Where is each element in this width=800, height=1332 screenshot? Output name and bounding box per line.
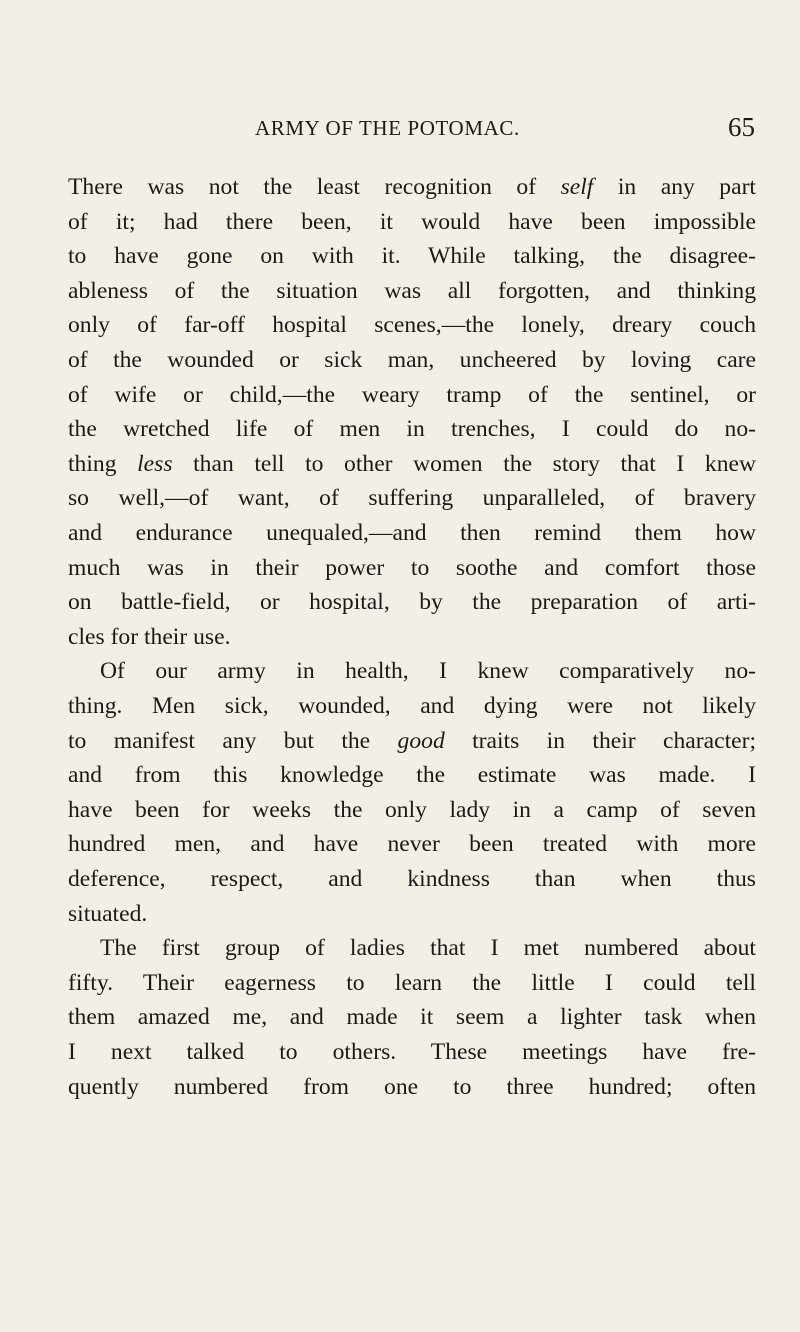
text-line — [100, 656, 756, 686]
text-line — [68, 449, 756, 479]
text-line — [68, 310, 756, 340]
line-text: situated. — [68, 900, 148, 927]
line-text: deference, respect, and kindness than when thus — [68, 866, 756, 892]
page-number: 65 — [728, 112, 755, 142]
line-text: of it; had there been, it would have been impossible — [68, 208, 756, 235]
text-line — [68, 380, 756, 410]
text-line — [68, 276, 756, 306]
text-line — [68, 795, 756, 825]
line-text: on battle-field, or hospital, by the preparation of arti- — [68, 589, 756, 616]
running-title: ARMY OF THE POTOMAC. — [255, 116, 520, 140]
line-text: thing. Men sick, wounded, and dying were not likely — [68, 693, 756, 719]
line-text: cles for their use. — [68, 623, 231, 650]
line-text: of wife or child,—the weary tramp of the sentinel, or — [68, 381, 756, 408]
text-line — [68, 587, 756, 617]
line-text: only of far-off hospital scenes,—the lonely, dreary couch — [68, 312, 756, 339]
line-text: much was in their power to soothe and comfort those — [68, 554, 756, 581]
text-line — [68, 622, 756, 652]
line-text: and from this knowledge the estimate was made. I — [68, 762, 756, 789]
line-text: There was not the least recognition of — [68, 174, 561, 200]
line-text: to have gone on with it. While talking, the disagree- — [68, 243, 756, 270]
text-line — [68, 968, 756, 998]
line-text: Of our army in health, I knew comparatively no- — [100, 658, 756, 685]
line-text: to manifest any but the — [68, 727, 398, 754]
text-line — [68, 1002, 756, 1032]
text-line — [68, 483, 756, 513]
text-line — [68, 829, 756, 859]
line-text: of the wounded or sick man, uncheered by loving care — [68, 347, 756, 373]
text-line — [68, 864, 756, 894]
text-line — [68, 899, 756, 929]
text-line — [68, 172, 756, 202]
italic-emphasis: less — [137, 450, 173, 477]
line-text: in any part — [593, 174, 756, 200]
line-text: thing — [68, 450, 138, 477]
line-text: traits in their character; — [444, 727, 757, 754]
line-text: ableness of the situation was all forgotten, and thinking — [68, 277, 756, 304]
text-line — [68, 207, 756, 237]
line-text: fifty. Their eagerness to learn the little I could tell — [68, 969, 756, 996]
line-text: hundred men, and have never been treated with more — [68, 831, 756, 858]
line-text: the wretched life of men in trenches, I could do no- — [68, 416, 756, 443]
line-text: than tell to other women the story that I knew — [172, 450, 756, 477]
text-line — [68, 345, 756, 375]
text-line — [68, 691, 756, 721]
line-text: quently numbered from one to three hundred; often — [68, 1073, 756, 1100]
text-line — [68, 1037, 756, 1067]
text-line — [68, 553, 756, 583]
line-text: so well,—of want, of suffering unparalleled, of bravery — [68, 485, 756, 512]
text-line — [100, 933, 756, 963]
italic-emphasis: good — [397, 727, 445, 754]
text-line — [68, 414, 756, 444]
line-text: I next talked to others. These meetings have fre- — [68, 1039, 756, 1065]
line-text: them amazed me, and made it seem a lighter task when — [68, 1004, 756, 1031]
italic-emphasis: self — [560, 174, 594, 200]
text-line — [68, 726, 756, 756]
text-line — [68, 760, 756, 790]
line-text: The first group of ladies that I met numbered about — [100, 935, 756, 962]
line-text: and endurance unequaled,—and then remind them how — [68, 520, 756, 546]
text-line — [68, 241, 756, 271]
text-line — [68, 518, 756, 548]
text-line — [68, 1072, 756, 1102]
line-text: have been for weeks the only lady in a camp of seven — [68, 796, 756, 823]
